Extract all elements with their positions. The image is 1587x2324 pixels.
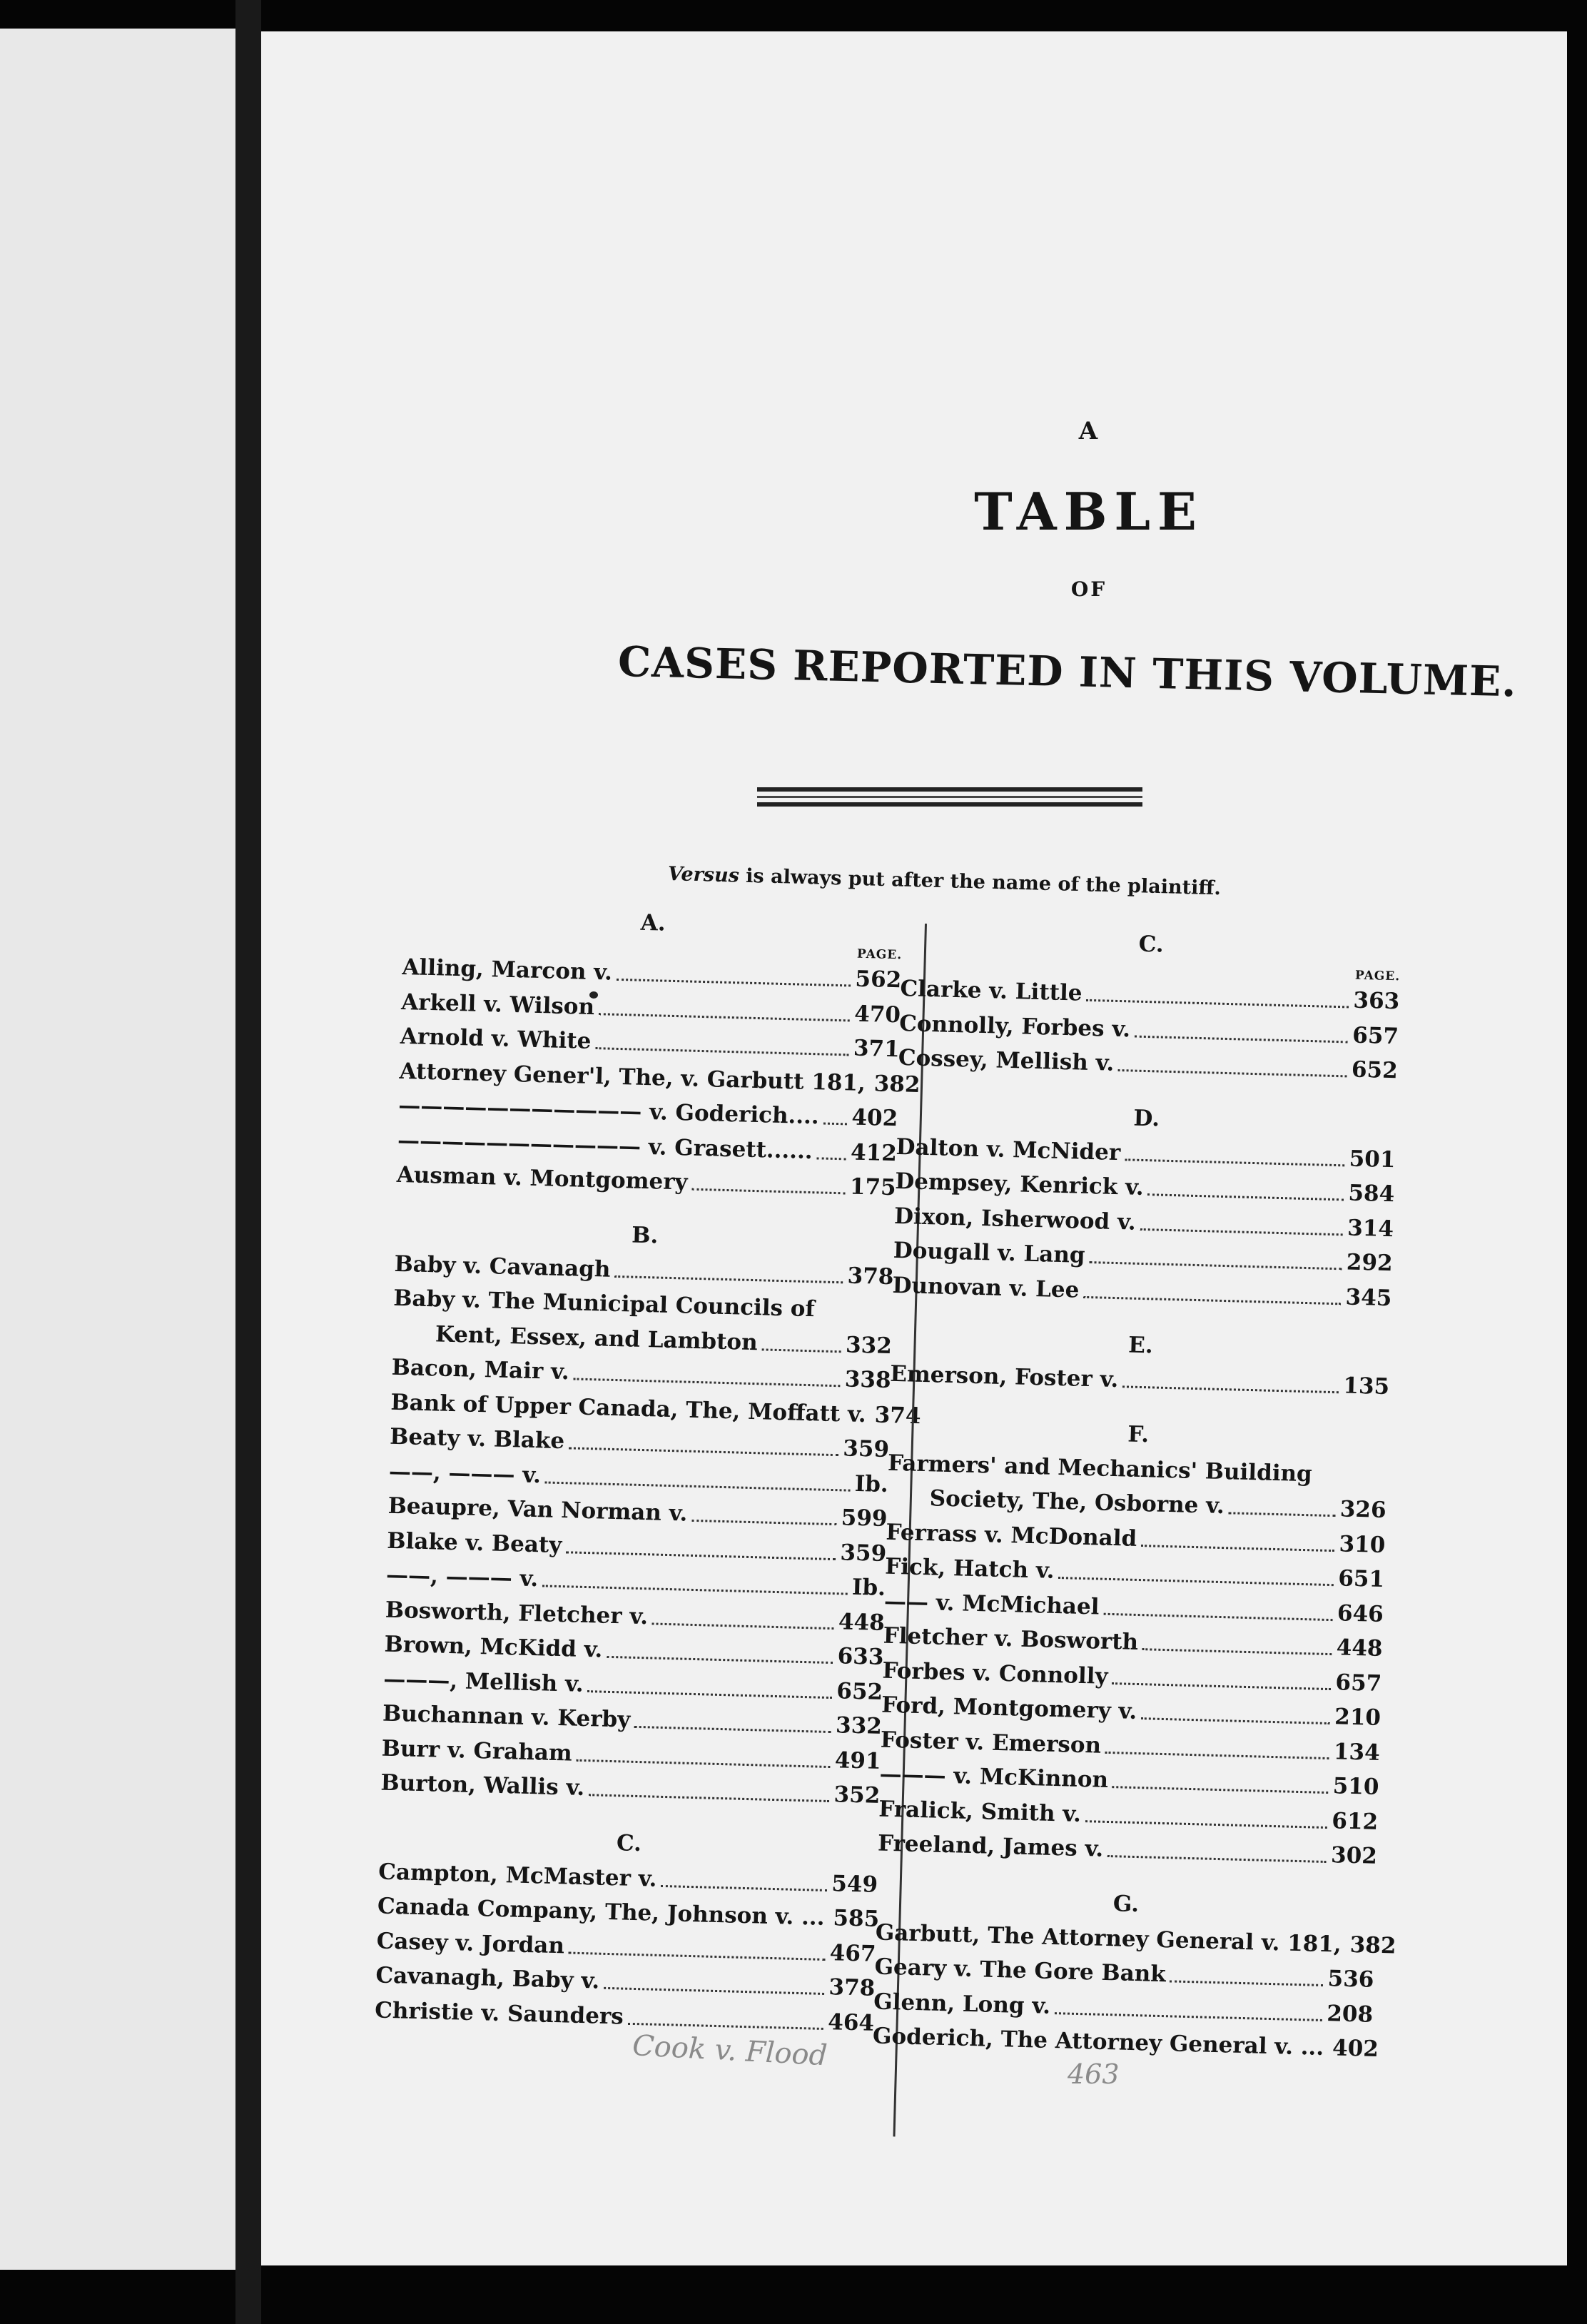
case-page: 470 [853, 1001, 901, 1028]
case-page: 402 [1332, 2035, 1379, 2063]
case-name: Blake v. Beaty [386, 1527, 562, 1558]
case-name: ——— v. McKinnon [879, 1761, 1109, 1793]
case-name: Canada Company, The, Johnson v. ... [377, 1893, 825, 1931]
section-letter: D. [1133, 1105, 1160, 1132]
leader-dots [589, 1793, 830, 1802]
leader-dots [1142, 1647, 1332, 1655]
leader-dots [545, 1480, 851, 1491]
case-name: —— v. McMichael [883, 1588, 1100, 1620]
case-name: Geary v. The Gore Bank [874, 1954, 1167, 1988]
case-name: Arnold v. White [400, 1023, 592, 1054]
leader-dots [816, 1156, 846, 1160]
case-name: Christie v. Saunders [374, 1996, 624, 2030]
leader-dots [1112, 1785, 1329, 1794]
case-name: Farmers' and Mechanics' Building [887, 1450, 1313, 1487]
case-page: 310 [1339, 1530, 1386, 1558]
case-page: 549 [831, 1870, 878, 1898]
case-page: 208 [1326, 2000, 1374, 2028]
section-letter: C. [1138, 931, 1165, 958]
case-name: Brown, McKidd v. [384, 1631, 603, 1663]
heading-cases: CASES REPORTED IN THIS VOLUME. [617, 637, 1518, 707]
versus-note [668, 863, 1453, 906]
case-page: 612 [1331, 1807, 1379, 1835]
case-name: Attorney Gener'l, The, v. Garbutt 181, [399, 1058, 866, 1096]
case-name: Kent, Essex, and Lambton [435, 1320, 759, 1355]
handwritten-page: 463 [1068, 2058, 1120, 2090]
case-name: Clarke v. Little [900, 975, 1082, 1006]
case-name: Dempsey, Kenrick v. [894, 1168, 1145, 1201]
leader-dots [1140, 1228, 1343, 1236]
leader-dots [1055, 2011, 1322, 2021]
case-name: Garbutt, The Attorney General v. 181, [875, 1919, 1342, 1958]
case-page: 646 [1337, 1600, 1384, 1627]
book-gutter [235, 0, 261, 2324]
case-name: ——————————— v. Goderich.... [397, 1092, 820, 1130]
case-name: Campton, McMaster v. [377, 1859, 657, 1892]
section-letter: B. [631, 1222, 659, 1248]
leader-dots [1135, 1034, 1348, 1043]
leader-dots [587, 1689, 832, 1699]
case-page: 371 [853, 1035, 901, 1063]
case-name: Beaty v. Blake [389, 1423, 565, 1455]
leader-dots [573, 1378, 840, 1388]
case-name: Glenn, Long v. [873, 1988, 1051, 2019]
leader-dots [1103, 1612, 1333, 1620]
left-column [374, 899, 921, 2041]
case-name: Baby v. The Municipal Councils of [392, 1285, 816, 1323]
leader-dots [569, 1951, 826, 1960]
case-page: 374 [874, 1402, 921, 1429]
leader-dots [1107, 1854, 1327, 1863]
leader-dots [1058, 1576, 1334, 1586]
case-page: 338 [844, 1366, 892, 1394]
case-name: Bacon, Mair v. [391, 1354, 570, 1385]
leader-dots [1112, 1682, 1331, 1690]
case-page: 585 [833, 1905, 880, 1932]
case-name: Cavanagh, Baby v. [375, 1962, 600, 1994]
leader-dots [569, 1447, 838, 1457]
case-page: 345 [1345, 1283, 1392, 1311]
page-column-header: PAGE. [1354, 968, 1401, 984]
leader-dots [607, 1655, 833, 1664]
case-page: 633 [837, 1643, 884, 1670]
case-page: 382 [873, 1070, 921, 1098]
case-page: 412 [850, 1139, 898, 1166]
case-name: ——————————— v. Grasett...... [397, 1127, 813, 1164]
case-page: 491 [834, 1747, 882, 1774]
case-name: Ford, Montgomery v. [881, 1692, 1137, 1724]
case-page: 302 [1330, 1842, 1378, 1869]
case-name: Alling, Marcon v. [402, 954, 613, 986]
case-page: 464 [827, 2009, 875, 2036]
case-page: 210 [1334, 1704, 1381, 1731]
leader-dots [761, 1348, 841, 1353]
leader-dots [1147, 1193, 1344, 1201]
heading-table: TABLE [974, 481, 1204, 542]
case-name: Goderich, The Attorney General v. ... [872, 2023, 1324, 2061]
case-page: 562 [855, 966, 902, 994]
case-name: Casey v. Jordan [376, 1928, 565, 1959]
leader-dots [691, 1188, 845, 1195]
leader-dots [542, 1585, 848, 1595]
leader-dots [1105, 1751, 1329, 1759]
leader-dots [661, 1884, 827, 1891]
case-page: 510 [1332, 1773, 1379, 1800]
case-page: 326 [1339, 1496, 1387, 1524]
case-name: Forbes v. Connolly [882, 1657, 1108, 1689]
case-page: 363 [1353, 987, 1400, 1015]
leader-dots [819, 1315, 888, 1318]
case-name: Cossey, Mellish v. [898, 1044, 1115, 1076]
case-name: Bosworth, Fletcher v. [385, 1597, 649, 1630]
case-name: Freeland, James v. [877, 1830, 1104, 1862]
case-page: 501 [1349, 1146, 1396, 1173]
case-page: 657 [1335, 1669, 1382, 1697]
case-page: 314 [1347, 1214, 1394, 1242]
case-page: 599 [841, 1505, 888, 1532]
case-page: 652 [836, 1677, 883, 1705]
document-page [261, 31, 1567, 2265]
leader-dots [1125, 1158, 1345, 1166]
case-name: ——, ——— v. [388, 1458, 542, 1488]
case-name: Burr v. Graham [381, 1735, 573, 1767]
leader-dots [617, 978, 851, 987]
case-name: Foster v. Emerson [880, 1727, 1102, 1759]
case-name: Dougall v. Lang [893, 1237, 1086, 1268]
case-name: Fletcher v. Bosworth [883, 1622, 1139, 1656]
leader-dots [691, 1519, 837, 1525]
section-letter: C. [616, 1829, 642, 1856]
case-name: Fick, Hatch v. [884, 1553, 1055, 1584]
case-name: Ferrass v. McDonald [886, 1519, 1137, 1552]
case-page: Ib. [851, 1574, 886, 1601]
case-name: Dixon, Isherwood v. [893, 1203, 1137, 1236]
case-page: 359 [842, 1435, 890, 1463]
versus-note-text: is always put after the name of the plaintiff. [739, 864, 1222, 900]
handwritten-note: Cook v. Flood [632, 2029, 828, 2073]
leader-dots [1122, 1385, 1339, 1394]
case-page: 448 [1336, 1635, 1383, 1662]
case-name: ———, Mellish v. [382, 1666, 584, 1697]
facing-page [0, 29, 235, 2270]
leader-dots [634, 1725, 831, 1733]
leader-dots [576, 1758, 830, 1767]
heading-of: OF [1070, 577, 1107, 601]
versus-word: Versus [667, 863, 740, 887]
case-name: Buchannan v. Kerby [382, 1700, 631, 1733]
leader-dots [595, 1046, 849, 1056]
case-page: 657 [1352, 1022, 1399, 1049]
case-name: Emerson, Foster v. [889, 1360, 1119, 1393]
case-page: 402 [851, 1104, 898, 1132]
case-name: Fralick, Smith v. [878, 1796, 1082, 1827]
leader-dots [1316, 1480, 1382, 1482]
case-name: Dunovan v. Lee [892, 1272, 1080, 1303]
case-page: 378 [828, 1974, 876, 2001]
section-letter: A. [640, 909, 666, 936]
leader-dots [823, 1122, 847, 1126]
leader-dots [604, 1986, 825, 1995]
leader-dots [1141, 1717, 1330, 1724]
leader-dots [1085, 1819, 1328, 1829]
case-page: 332 [835, 1712, 883, 1739]
leader-dots [1229, 1512, 1336, 1517]
case-name: Burton, Wallis v. [380, 1769, 585, 1802]
case-name: Baby v. Cavanagh [394, 1251, 611, 1283]
case-page: 448 [838, 1608, 886, 1636]
case-name: Beaupre, Van Norman v. [387, 1492, 688, 1527]
leader-dots [652, 1622, 834, 1630]
case-page: 135 [1342, 1373, 1390, 1400]
case-page: Ib. [854, 1470, 889, 1497]
leader-dots [599, 1012, 850, 1021]
case-page: 175 [849, 1173, 897, 1201]
case-name: Connolly, Forbes v. [898, 1010, 1131, 1042]
page-column-header: PAGE. [856, 946, 903, 963]
case-page: 584 [1348, 1180, 1395, 1208]
section-letter: E. [1127, 1332, 1154, 1359]
leader-dots [1083, 1295, 1341, 1305]
case-page: 134 [1333, 1738, 1381, 1766]
leader-dots [1141, 1544, 1334, 1552]
section-letter: G. [1112, 1890, 1140, 1917]
case-page: 382 [1349, 1931, 1396, 1959]
case-name: Arkell v. Wilson [400, 989, 595, 1020]
leader-dots [614, 1275, 843, 1283]
case-page: 359 [840, 1539, 887, 1567]
decorative-rule [757, 784, 1142, 809]
case-name: Dalton v. McNider [896, 1133, 1121, 1166]
leader-dots [1118, 1068, 1347, 1077]
case-page: 292 [1346, 1249, 1394, 1277]
heading-article: A [1078, 417, 1100, 445]
leader-dots [1086, 999, 1349, 1009]
case-page: 651 [1337, 1565, 1385, 1593]
leader-dots [1089, 1260, 1342, 1270]
case-name: Bank of Upper Canada, The, Moffatt v. [390, 1389, 867, 1428]
leader-dots [1170, 1980, 1323, 1987]
case-page: 652 [1351, 1056, 1399, 1084]
case-name: ——, ——— v. [385, 1562, 539, 1592]
case-page: 536 [1327, 1966, 1374, 1993]
case-name: Ausman v. Montgomery [396, 1161, 689, 1196]
leader-dots [566, 1550, 836, 1560]
leader-dots [627, 2021, 823, 2029]
case-page: 378 [847, 1262, 894, 1290]
right-column [872, 920, 1401, 2066]
case-page: 352 [833, 1782, 881, 1809]
case-name: Society, The, Osborne v. [929, 1485, 1225, 1520]
section-letter: F. [1127, 1421, 1150, 1448]
case-page: 467 [829, 1939, 876, 1967]
case-page: 332 [845, 1331, 893, 1359]
